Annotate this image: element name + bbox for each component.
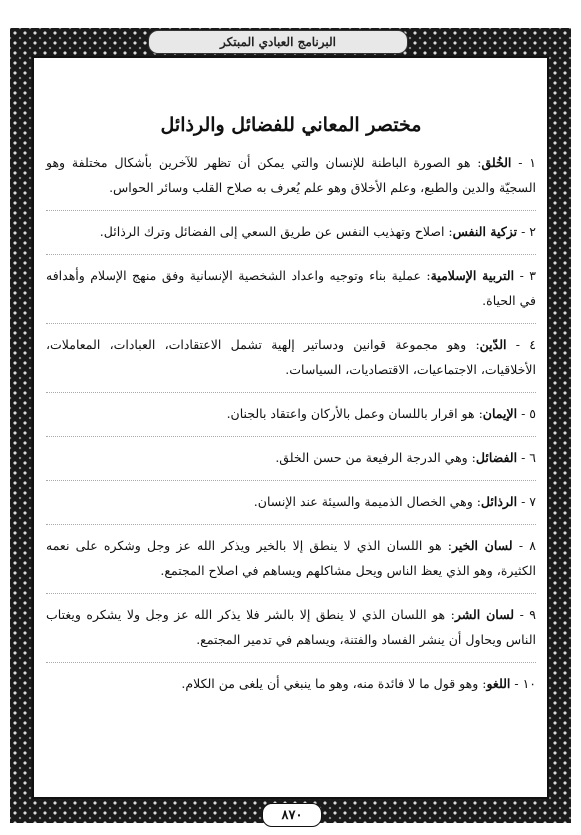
- entry-text: : اصلاح وتهذيب النفس عن طريق السعي إلى الفضائل وترك الرذائل.: [99, 224, 453, 239]
- entry-term: اللغو: [486, 676, 511, 691]
- entry-text: : هو اللسان الذي لا ينطق إلا بالشر فلا يذكر الله عز وجل ولا يشكره ويغتاب الناس ويحاول أن ينشر الفساد والفتنة، ويساهم في تدمير المجتمع.: [46, 607, 536, 647]
- entry-term: التربية الإسلامية: [430, 268, 515, 283]
- divider: [46, 436, 536, 437]
- entry-term: لسان الشر: [454, 607, 515, 622]
- entry-text: : وهو قول ما لا فائدة منه، وهو ما ينبغي أن يلغى من الكلام.: [181, 676, 487, 691]
- divider: [46, 593, 536, 594]
- running-header: [148, 30, 408, 54]
- entry-term: الفضائل: [475, 450, 518, 465]
- entry-term: الرذائل: [480, 494, 518, 509]
- entry-number: ٦ -: [521, 450, 536, 465]
- definition-entry: [46, 445, 536, 470]
- definition-entry: [46, 219, 536, 244]
- entry-text: : وهو مجموعة قوانين ودساتير إلهية تشمل الاعتقادات، العبادات، المعاملات، الأخلاقيات، الاجتماعيات، الاقتصاديات، السياسات.: [46, 337, 536, 377]
- definition-entry: [46, 489, 536, 514]
- entry-number: ١٠ -: [514, 676, 536, 691]
- divider: [46, 210, 536, 211]
- divider: [46, 662, 536, 663]
- definition-entry: [46, 401, 536, 426]
- entry-term: الدّين: [479, 337, 507, 352]
- page-number-badge: [262, 803, 322, 827]
- entry-number: ٤ -: [515, 337, 536, 352]
- divider: [46, 254, 536, 255]
- page-number: ٨٧٠: [281, 807, 303, 823]
- entry-text: : عملية بناء وتوجيه واعداد الشخصية الإنسانية وفق منهج الإسلام وأهدافه في الحياة.: [46, 268, 536, 308]
- entry-text: : وهي الخصال الذميمة والسيئة عند الإنسان.: [253, 494, 481, 509]
- page-title: مختصر المعاني للفضائل والرذائل: [160, 114, 422, 136]
- divider: [46, 524, 536, 525]
- header-title: البرنامج العبادي المبتكر: [220, 35, 336, 49]
- entry-term: لسان الخير: [452, 538, 513, 553]
- definition-entry: [46, 602, 536, 652]
- entry-number: ٥ -: [521, 406, 536, 421]
- entry-text: : وهي الدرجة الرفيعة من حسن الخلق.: [275, 450, 476, 465]
- definition-entry: [46, 263, 536, 313]
- entry-text: : هو اقرار باللسان وعمل بالأركان واعتقاد بالجنان.: [226, 406, 483, 421]
- entry-text: : هو اللسان الذي لا ينطق إلا بالخير ويذكر الله عز وجل وشكره على نعمه الكثيرة، وهو الذي يعظ الناس ويحل مشاكلهم ويساهم في اصلاح المجتمع.: [46, 538, 536, 578]
- entry-text: : هو الصورة الباطنة للإنسان والتي يمكن أن تظهر للآخرين بأشكال مختلفة وهو السجيّة والدين والطبع، وعلم الأخلاق وهو علم يُعرف به صلاح القلب وسائر الحواس.: [46, 155, 536, 195]
- entry-number: ٢ -: [521, 224, 536, 239]
- definition-entry: [46, 150, 536, 200]
- entry-number: ٩ -: [519, 607, 537, 622]
- entry-number: ٣ -: [519, 268, 536, 283]
- entry-number: ٧ -: [521, 494, 536, 509]
- divider: [46, 480, 536, 481]
- entry-term: الإيمان: [482, 406, 518, 421]
- definition-entry: [46, 533, 536, 583]
- definition-entry: [46, 332, 536, 382]
- entry-number: ٨ -: [518, 538, 536, 553]
- divider: [46, 323, 536, 324]
- main-content: [46, 100, 536, 706]
- entry-number: ١ -: [518, 155, 536, 170]
- definition-entry: [46, 671, 536, 696]
- entry-term: الخُلق: [481, 155, 512, 170]
- divider: [46, 392, 536, 393]
- entry-term: تزكية النفس: [452, 224, 518, 239]
